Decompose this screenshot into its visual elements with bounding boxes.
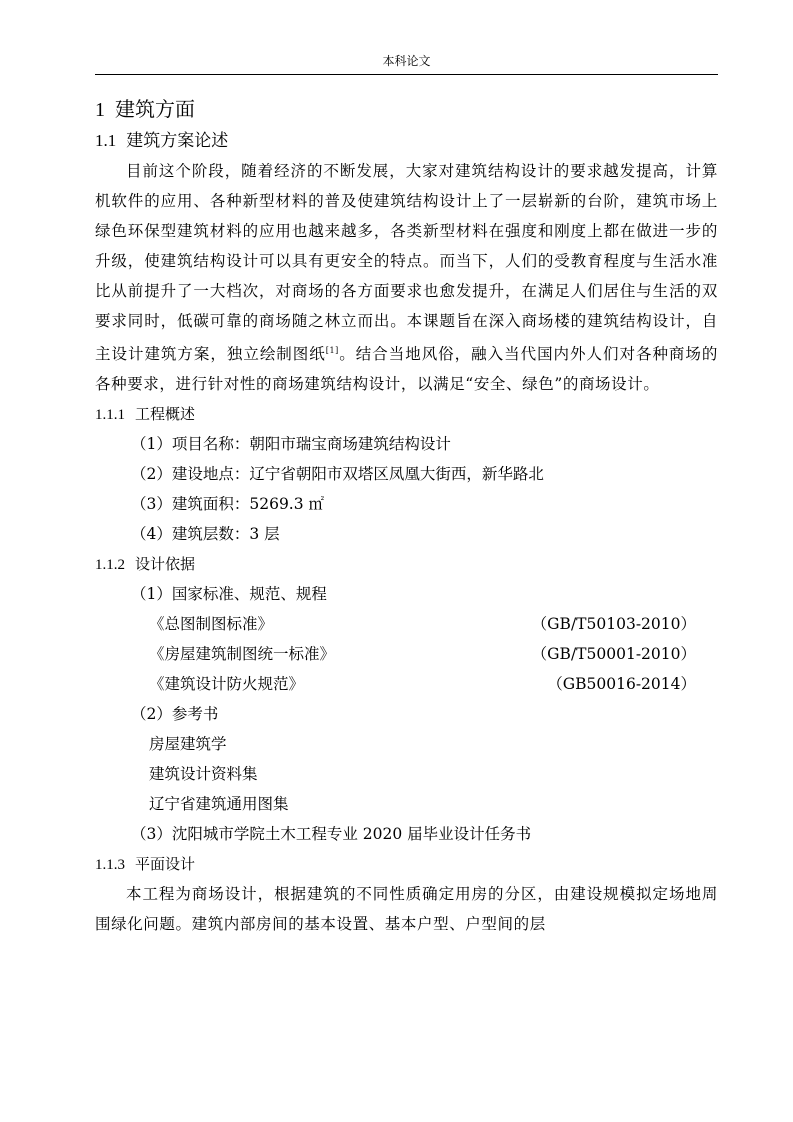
task-book-item: （3）沈阳城市学院土木工程专业 2020 届毕业设计任务书 — [131, 825, 532, 843]
section-1-1-2-heading — [95, 549, 718, 579]
section-1-title: 建筑方面 — [115, 97, 195, 121]
section-1-1-1-heading — [95, 399, 718, 429]
standard-row — [95, 609, 718, 639]
reference-book: 房屋建筑学 — [149, 735, 227, 753]
project-area-item: （3）建筑面积：5269.3 ㎡ — [131, 495, 325, 513]
section-1-1-heading — [95, 128, 718, 154]
project-floors-item: （4）建筑层数：3 层 — [131, 525, 280, 543]
header-title: 本科论文 — [382, 54, 431, 68]
section-1-1-title: 建筑方案论述 — [126, 131, 229, 151]
project-name-item: （1）项目名称：朝阳市瑞宝商场建筑结构设计 — [131, 435, 451, 453]
section-1-number: 1 — [95, 99, 105, 121]
standard-code: （GB/T50001-2010） — [531, 645, 696, 663]
paragraph-text-part-1: 目前这个阶段，随着经济的不断发展，大家对建筑结构设计的要求越发提高，计算机软件的应用、各种新型材料的普及使建筑结构设计上了一层崭新的台阶，建筑市场上绿色环保型建筑材料的应用也越来越多，各类新型材料在强度和刚度上都在做进一步的升级，使建筑结构设计可以具有更安全的特点。而当下，人们的受教育程度与生活水准比从前提升了一大档次，对商场的各方面要求也愈发提升，在满足人们居住与生活的双要求同时，低碳可靠的商场随之林立而出。本课题旨在深入商场楼的建筑结构设计，自主设计建筑方案，独立绘制图纸 — [95, 162, 718, 363]
section-1-1-3-heading — [95, 849, 718, 879]
section-1-1-3-title: 平面设计 — [135, 855, 196, 873]
standard-row — [95, 639, 718, 669]
reference-book: 辽宁省建筑通用图集 — [149, 795, 289, 813]
section-1-1-1-title: 工程概述 — [135, 405, 196, 423]
section-1-1-2-title: 设计依据 — [135, 555, 196, 573]
project-location-item: （2）建设地点：辽宁省朝阳市双塔区凤凰大街西，新华路北 — [131, 465, 544, 483]
section-1-1-number: 1.1 — [95, 131, 117, 150]
standard-name: 《房屋建筑制图统一标准》 — [149, 645, 336, 663]
page-header — [95, 52, 718, 75]
section-1-1-paragraph — [95, 156, 718, 399]
standard-row — [95, 669, 718, 699]
standard-name: 《建筑设计防火规范》 — [149, 675, 305, 693]
page-content — [95, 94, 718, 939]
standard-code: （GB/T50103-2010） — [531, 615, 696, 633]
section-1-1-3-paragraph: 本工程为商场设计，根据建筑的不同性质确定用房的分区，由建设规模拟定场地周围绿化问题。建筑内部房间的基本设置、基本户型、户型间的层 — [95, 885, 718, 933]
standard-name: 《总图制图标准》 — [149, 615, 274, 633]
section-1-1-1-number: 1.1.1 — [95, 407, 125, 423]
reference-books-item: （2）参考书 — [131, 705, 219, 723]
standards-item: （1）国家标准、规范、规程 — [131, 585, 327, 603]
reference-book: 建筑设计资料集 — [149, 765, 258, 783]
section-1-heading — [95, 94, 718, 124]
paragraph-text-part-2: 。结合当地风俗，融入当代国内外人们对各种商场的各种要求，进行针对性的商场建筑结构设计，以满足“安全、绿色”的商场设计。 — [95, 345, 718, 393]
section-1-1-2-number: 1.1.2 — [95, 557, 125, 573]
reference-mark: [1] — [325, 346, 339, 355]
section-1-1-3-number: 1.1.3 — [95, 857, 125, 873]
standard-code: （GB50016-2014） — [547, 675, 696, 693]
